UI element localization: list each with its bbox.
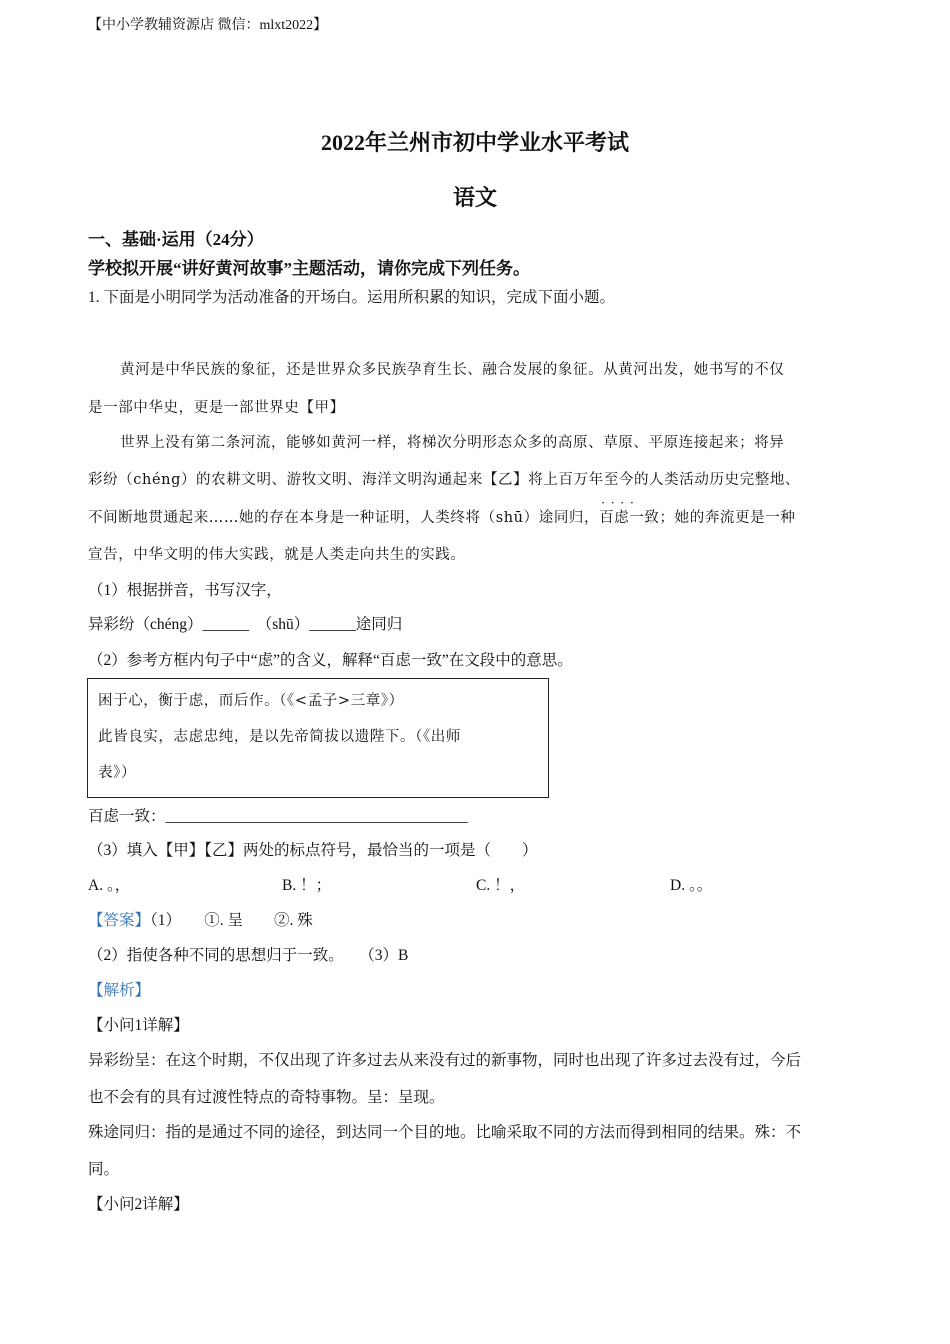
reference-line: 困于心，衡于虑，而后作。（《<孟子>三章》） — [98, 693, 404, 709]
passage-line — [88, 506, 795, 527]
answer-line-2: （2）指使各种不同的思想归于一致。 （3）B — [88, 947, 409, 964]
reference-box — [87, 678, 549, 798]
passage-text: ；她的奔流更是一种 — [659, 510, 796, 526]
option-c: C. ！， — [476, 877, 526, 894]
subject-title: 语文 — [452, 185, 497, 210]
exam-title: 2022年兰州市初中学业水平考试 — [320, 130, 629, 155]
section-heading: 一、基础·运用（24分） — [88, 230, 264, 249]
option-d: D. 。。 — [670, 877, 713, 894]
detail-1-text: 异彩纷呈：在这个时期，不仅出现了许多过去从来没有过的新事物，同时也出现了许多过去没有过，今后 — [88, 1052, 802, 1069]
sub-question-2-answer-line: 百虑一致：_______________________________________ — [88, 808, 468, 825]
option-b: B. ！； — [282, 877, 332, 894]
sub-question-3: （3）填入【甲】【乙】两处的标点符号，最恰当的一项是（ ） — [88, 842, 538, 859]
sub-question-2: （2）参考方框内句子中“虑”的含义，解释“百虑一致”在文段中的意思。 — [88, 652, 573, 669]
answer-text: （1） ①. 呈 ②. 殊 — [150, 912, 313, 929]
question-1-stem: 1. 下面是小明同学为活动准备的开场白。运用所积累的知识，完成下面小题。 — [88, 289, 616, 306]
sub-question-1: （1）根据拼音，书写汉字， — [88, 582, 282, 599]
reference-line: 此皆良实，志虑忠纯，是以先帝简拔以遗陛下。（《出师 — [98, 729, 461, 745]
passage-text: 不间断地贯通起来……她的存在本身是一种证明，人类终将（shū）途同归， — [88, 510, 600, 526]
passage-line: 世界上没有第二条河流，能够如黄河一样，将梯次分明形态众多的高原、草原、平原连接起来；将异 — [120, 435, 785, 451]
analysis-label: 【解析】 — [88, 982, 151, 999]
detail-1-text: 也不会有的具有过渡性特点的奇特事物。呈：呈现。 — [88, 1089, 445, 1106]
detail-1-label: 【小问1详解】 — [88, 1017, 189, 1034]
reference-line: 表》） — [98, 765, 137, 781]
source-header: 【中小学教辅资源店 微信：mlxt2022】 — [88, 18, 328, 33]
answer-label: 【答案】 — [88, 912, 151, 929]
task-intro: 学校拟开展“讲好黄河故事”主题活动，请你完成下列任务。 — [88, 259, 530, 278]
passage-line: 宣告，中华文明的伟大实践，就是人类走向共生的实践。 — [88, 547, 466, 563]
sub-question-1-blanks: 异彩纷（chéng）______ （shū）______途同归 — [88, 616, 403, 633]
answer-line — [88, 908, 313, 930]
passage-line: 是一部中华史，更是一部世界史【甲】 — [88, 400, 345, 416]
detail-1-text: 同。 — [88, 1161, 120, 1178]
detail-2-label: 【小问2详解】 — [88, 1196, 189, 1213]
passage-line: 彩纷（chéng）的农耕文明、游牧文明、海洋文明沟通起来【乙】将上百万年至今的人类活动历史完整地、 — [88, 472, 801, 488]
passage-line: 黄河是中华民族的象征，还是世界众多民族孕育生长、融合发展的象征。从黄河出发，她书写的不仅 — [120, 362, 785, 378]
emphasis-dotted-text: · · · · 百虑一致 — [599, 510, 659, 526]
option-a: A. 。， — [88, 877, 131, 894]
detail-1-text: 殊途同归：指的是通过不同的途径，到达同一个目的地。比喻采取不同的方法而得到相同的结果。殊：不 — [88, 1124, 802, 1141]
